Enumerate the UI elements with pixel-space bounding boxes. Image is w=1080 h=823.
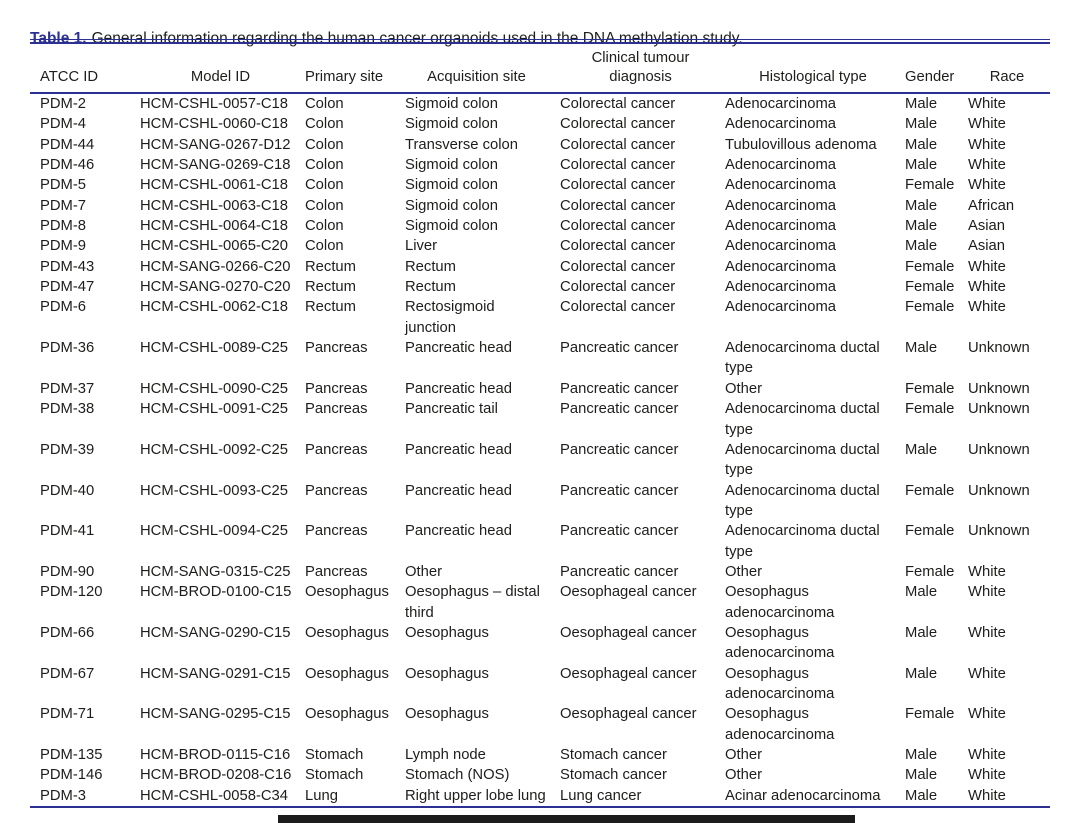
cell-model_id: HCM-CSHL-0065-C20 — [140, 238, 289, 255]
cell-clinical_tumour_diagnosis: Colorectal cancer — [560, 299, 676, 316]
cell-atcc_id: PDM-6 — [40, 299, 87, 316]
cell-histological_type: Oesophagus adenocarcinoma — [725, 706, 835, 743]
cell-gender: Male — [905, 624, 938, 641]
cell-clinical_tumour_diagnosis: Oesophageal cancer — [560, 584, 697, 601]
cell-race: Unknown — [968, 340, 1030, 357]
cell-race: White — [968, 767, 1006, 784]
cell-clinical_tumour_diagnosis: Pancreatic cancer — [560, 401, 679, 418]
cell-race: Unknown — [968, 380, 1030, 397]
table-row — [30, 379, 1050, 399]
cell-histological_type: Adenocarcinoma — [725, 157, 837, 174]
cell-race: White — [968, 299, 1006, 316]
cell-acquisition_site: Right upper lobe lung — [405, 787, 546, 804]
cell-clinical_tumour_diagnosis: Oesophageal cancer — [560, 706, 697, 723]
cell-race: White — [968, 584, 1006, 601]
table-caption-number: Table 1. — [30, 29, 87, 47]
cell-model_id: HCM-SANG-0290-C15 — [140, 624, 291, 641]
cell-clinical_tumour_diagnosis: Pancreatic cancer — [560, 482, 679, 499]
cell-gender: Female — [905, 482, 955, 499]
col-header-primary-site: Primary site — [305, 47, 405, 93]
cell-atcc_id: PDM-8 — [40, 218, 87, 235]
organoid-info-table — [30, 47, 1050, 808]
table-row — [30, 257, 1050, 277]
cell-primary_site: Oesophagus — [305, 706, 389, 723]
cell-histological_type: Oesophagus adenocarcinoma — [725, 584, 835, 621]
cell-histological_type: Adenocarcinoma — [725, 279, 837, 296]
cell-acquisition_site: Pancreatic head — [405, 482, 512, 499]
cell-primary_site: Stomach — [305, 767, 364, 784]
cell-primary_site: Rectum — [305, 299, 356, 316]
cell-gender: Male — [905, 767, 938, 784]
cell-model_id: HCM-CSHL-0063-C18 — [140, 197, 289, 214]
cell-acquisition_site: Oesophagus — [405, 624, 489, 641]
cell-race: Unknown — [968, 523, 1030, 540]
cell-race: White — [968, 624, 1006, 641]
cell-model_id: HCM-SANG-0291-C15 — [140, 665, 291, 682]
table-row — [30, 765, 1050, 785]
cell-race: Unknown — [968, 482, 1030, 499]
cell-atcc_id: PDM-90 — [40, 563, 95, 580]
cell-primary_site: Oesophagus — [305, 665, 389, 682]
cell-atcc_id: PDM-135 — [40, 747, 103, 763]
cell-primary_site: Pancreas — [305, 563, 368, 580]
cell-atcc_id: PDM-39 — [40, 441, 95, 458]
table-row — [30, 664, 1050, 705]
table-row — [30, 786, 1050, 807]
cell-model_id: HCM-CSHL-0058-C34 — [140, 787, 289, 804]
table-row — [30, 236, 1050, 256]
cell-clinical_tumour_diagnosis: Stomach cancer — [560, 767, 667, 784]
cell-primary_site: Pancreas — [305, 380, 368, 397]
cell-acquisition_site: Lymph node — [405, 747, 486, 763]
cell-clinical_tumour_diagnosis: Colorectal cancer — [560, 116, 676, 133]
cell-primary_site: Colon — [305, 177, 344, 194]
table-row — [30, 481, 1050, 522]
cell-gender: Female — [905, 177, 955, 194]
cell-acquisition_site: Sigmoid colon — [405, 177, 498, 194]
cell-atcc_id: PDM-41 — [40, 523, 95, 540]
cell-model_id: HCM-SANG-0266-C20 — [140, 258, 291, 275]
col-header-atcc-id: ATCC ID — [30, 47, 140, 93]
cell-acquisition_site: Pancreatic head — [405, 441, 512, 458]
cell-acquisition_site: Stomach (NOS) — [405, 767, 510, 784]
cell-clinical_tumour_diagnosis: Colorectal cancer — [560, 197, 676, 214]
cell-gender: Male — [905, 340, 938, 357]
cell-gender: Female — [905, 706, 955, 723]
cell-clinical_tumour_diagnosis: Colorectal cancer — [560, 96, 676, 112]
cell-atcc_id: PDM-67 — [40, 665, 95, 682]
cell-gender: Female — [905, 380, 955, 397]
cell-model_id: HCM-CSHL-0061-C18 — [140, 177, 289, 194]
cell-gender: Male — [905, 157, 938, 174]
cell-histological_type: Adenocarcinoma ductal type — [725, 441, 880, 479]
cell-race: White — [968, 96, 1006, 112]
table-row — [30, 399, 1050, 440]
cell-histological_type: Adenocarcinoma — [725, 238, 837, 255]
cell-race: White — [968, 563, 1006, 580]
cell-gender: Male — [905, 96, 938, 112]
cell-primary_site: Pancreas — [305, 482, 368, 499]
cell-race: Asian — [968, 238, 1006, 255]
cell-atcc_id: PDM-47 — [40, 279, 95, 296]
cell-primary_site: Colon — [305, 116, 344, 133]
cell-acquisition_site: Oesophagus – distal third — [405, 584, 540, 621]
cell-primary_site: Pancreas — [305, 523, 368, 540]
cell-race: White — [968, 177, 1006, 194]
cell-atcc_id: PDM-3 — [40, 787, 87, 804]
col-header-histological-type: Histological type — [725, 47, 905, 93]
cell-clinical_tumour_diagnosis: Colorectal cancer — [560, 218, 676, 235]
cell-primary_site: Oesophagus — [305, 584, 389, 601]
cell-atcc_id: PDM-2 — [40, 96, 87, 112]
cell-model_id: HCM-CSHL-0090-C25 — [140, 380, 289, 397]
cell-clinical_tumour_diagnosis: Colorectal cancer — [560, 157, 676, 174]
cell-acquisition_site: Sigmoid colon — [405, 157, 498, 174]
cell-primary_site: Oesophagus — [305, 624, 389, 641]
cell-primary_site: Colon — [305, 238, 344, 255]
cell-clinical_tumour_diagnosis: Colorectal cancer — [560, 258, 676, 275]
cell-atcc_id: PDM-7 — [40, 197, 87, 214]
cell-acquisition_site: Oesophagus — [405, 665, 489, 682]
cell-clinical_tumour_diagnosis: Pancreatic cancer — [560, 441, 679, 458]
cell-clinical_tumour_diagnosis: Oesophageal cancer — [560, 624, 697, 641]
table-row — [30, 277, 1050, 297]
cell-race: White — [968, 706, 1006, 723]
cell-gender: Female — [905, 401, 955, 418]
cell-primary_site: Stomach — [305, 747, 364, 763]
cell-histological_type: Other — [725, 767, 763, 784]
cell-model_id: HCM-BROD-0115-C16 — [140, 747, 291, 763]
cell-clinical_tumour_diagnosis: Pancreatic cancer — [560, 380, 679, 397]
cell-model_id: HCM-CSHL-0062-C18 — [140, 299, 289, 316]
table-row — [30, 216, 1050, 236]
cell-model_id: HCM-SANG-0269-C18 — [140, 157, 291, 174]
cell-histological_type: Adenocarcinoma — [725, 177, 837, 194]
cell-histological_type: Adenocarcinoma — [725, 258, 837, 275]
cell-histological_type: Other — [725, 563, 763, 580]
cell-histological_type: Adenocarcinoma — [725, 116, 837, 133]
cell-race: White — [968, 136, 1006, 153]
cell-primary_site: Pancreas — [305, 441, 368, 458]
cell-model_id: HCM-SANG-0267-D12 — [140, 136, 291, 153]
cell-acquisition_site: Pancreatic head — [405, 523, 512, 540]
col-header-clinical-tumour-diagnosis: Clinical tumour diagnosis — [560, 47, 725, 93]
cell-clinical_tumour_diagnosis: Pancreatic cancer — [560, 340, 679, 357]
cell-primary_site: Colon — [305, 218, 344, 235]
cell-model_id: HCM-CSHL-0092-C25 — [140, 441, 289, 458]
cell-race: White — [968, 665, 1006, 682]
cell-acquisition_site: Pancreatic head — [405, 380, 512, 397]
cell-atcc_id: PDM-146 — [40, 767, 103, 784]
cell-clinical_tumour_diagnosis: Colorectal cancer — [560, 238, 676, 255]
table-body — [30, 93, 1050, 807]
cell-atcc_id: PDM-120 — [40, 584, 103, 601]
cell-race: Unknown — [968, 441, 1030, 458]
cell-model_id: HCM-BROD-0208-C16 — [140, 767, 292, 784]
cell-race: White — [968, 258, 1006, 275]
col-header-race: Race — [968, 47, 1050, 93]
table-row — [30, 623, 1050, 664]
cell-gender: Male — [905, 665, 938, 682]
cropped-element-edge — [278, 815, 855, 823]
cell-gender: Male — [905, 584, 938, 601]
cell-model_id: HCM-CSHL-0089-C25 — [140, 340, 289, 357]
cell-clinical_tumour_diagnosis: Stomach cancer — [560, 747, 667, 763]
cell-histological_type: Adenocarcinoma ductal type — [725, 340, 880, 377]
cell-gender: Male — [905, 218, 938, 235]
cell-gender: Male — [905, 116, 938, 133]
table-row — [30, 521, 1050, 562]
table-row — [30, 93, 1050, 114]
cell-primary_site: Pancreas — [305, 401, 368, 418]
cell-clinical_tumour_diagnosis: Pancreatic cancer — [560, 523, 679, 540]
cell-atcc_id: PDM-4 — [40, 116, 87, 133]
table-row — [30, 582, 1050, 623]
cell-atcc_id: PDM-71 — [40, 706, 95, 723]
cell-primary_site: Colon — [305, 197, 344, 214]
cell-clinical_tumour_diagnosis: Colorectal cancer — [560, 177, 676, 194]
cell-race: Unknown — [968, 401, 1030, 418]
cell-histological_type: Oesophagus adenocarcinoma — [725, 624, 835, 662]
cell-clinical_tumour_diagnosis: Lung cancer — [560, 787, 642, 804]
cell-model_id: HCM-CSHL-0091-C25 — [140, 401, 289, 418]
cell-race: White — [968, 157, 1006, 174]
cell-acquisition_site: Liver — [405, 238, 438, 255]
cell-atcc_id: PDM-43 — [40, 258, 95, 275]
cell-acquisition_site: Sigmoid colon — [405, 96, 498, 112]
cell-model_id: HCM-SANG-0315-C25 — [140, 563, 291, 580]
table-caption-text: General information regarding the human cancer organoids used in the DNA methylation study. — [91, 29, 743, 47]
table-row — [30, 562, 1050, 582]
cell-acquisition_site: Rectum — [405, 279, 456, 296]
cell-model_id: HCM-CSHL-0094-C25 — [140, 523, 289, 540]
cell-gender: Male — [905, 747, 938, 763]
cell-gender: Female — [905, 563, 955, 580]
cell-histological_type: Adenocarcinoma ductal type — [725, 401, 880, 438]
cell-acquisition_site: Pancreatic head — [405, 340, 512, 357]
cell-histological_type: Adenocarcinoma — [725, 197, 837, 214]
cell-clinical_tumour_diagnosis: Pancreatic cancer — [560, 563, 679, 580]
cell-gender: Female — [905, 279, 955, 296]
cell-model_id: HCM-BROD-0100-C15 — [140, 584, 292, 601]
cell-histological_type: Oesophagus adenocarcinoma — [725, 665, 835, 702]
cell-clinical_tumour_diagnosis: Colorectal cancer — [560, 279, 676, 296]
cell-atcc_id: PDM-36 — [40, 340, 95, 357]
table-row — [30, 440, 1050, 481]
cell-model_id: HCM-CSHL-0057-C18 — [140, 96, 289, 112]
cell-acquisition_site: Pancreatic tail — [405, 401, 498, 418]
cell-primary_site: Rectum — [305, 258, 356, 275]
col-header-acquisition-site: Acquisition site — [405, 47, 560, 93]
cell-atcc_id: PDM-5 — [40, 177, 87, 194]
cell-gender: Female — [905, 299, 955, 316]
cell-primary_site: Colon — [305, 136, 344, 153]
cell-acquisition_site: Oesophagus — [405, 706, 489, 723]
cell-race: White — [968, 116, 1006, 133]
cell-primary_site: Colon — [305, 157, 344, 174]
cell-model_id: HCM-SANG-0270-C20 — [140, 279, 291, 296]
table-row — [30, 297, 1050, 338]
cell-atcc_id: PDM-46 — [40, 157, 95, 174]
cell-atcc_id: PDM-66 — [40, 624, 95, 641]
cell-acquisition_site: Sigmoid colon — [405, 116, 498, 133]
cell-race: White — [968, 747, 1006, 763]
cell-acquisition_site: Sigmoid colon — [405, 218, 498, 235]
cell-gender: Male — [905, 787, 938, 804]
table-row — [30, 175, 1050, 195]
table-top-rule — [30, 39, 1050, 44]
cell-atcc_id: PDM-38 — [40, 401, 95, 418]
table-row — [30, 745, 1050, 765]
cell-atcc_id: PDM-40 — [40, 482, 95, 499]
cell-histological_type: Adenocarcinoma — [725, 299, 837, 316]
cell-histological_type: Other — [725, 380, 763, 397]
table-row — [30, 114, 1050, 134]
cell-acquisition_site: Rectum — [405, 258, 456, 275]
cell-gender: Male — [905, 136, 938, 153]
table-header — [30, 47, 1050, 93]
col-header-model-id: Model ID — [140, 47, 305, 93]
cell-acquisition_site: Rectosigmoid junction — [405, 299, 495, 336]
table-row — [30, 704, 1050, 745]
cell-primary_site: Rectum — [305, 279, 356, 296]
table-row — [30, 135, 1050, 155]
cell-clinical_tumour_diagnosis: Colorectal cancer — [560, 136, 676, 153]
cell-histological_type: Tubulovillous adenoma — [725, 136, 877, 153]
cell-acquisition_site: Transverse colon — [405, 136, 518, 153]
cell-acquisition_site: Other — [405, 563, 443, 580]
cell-histological_type: Adenocarcinoma — [725, 218, 837, 235]
cell-clinical_tumour_diagnosis: Oesophageal cancer — [560, 665, 697, 682]
cell-histological_type: Adenocarcinoma — [725, 96, 837, 112]
cell-histological_type: Adenocarcinoma ductal type — [725, 482, 880, 519]
cell-primary_site: Colon — [305, 96, 344, 112]
cell-race: African — [968, 197, 1015, 214]
cell-model_id: HCM-CSHL-0064-C18 — [140, 218, 289, 235]
cell-model_id: HCM-CSHL-0060-C18 — [140, 116, 289, 133]
cell-primary_site: Lung — [305, 787, 338, 804]
cell-gender: Male — [905, 197, 938, 214]
cell-atcc_id: PDM-44 — [40, 136, 95, 153]
cell-acquisition_site: Sigmoid colon — [405, 197, 498, 214]
cell-atcc_id: PDM-9 — [40, 238, 87, 255]
col-header-gender: Gender — [905, 47, 968, 93]
cell-gender: Female — [905, 523, 955, 540]
cell-gender: Male — [905, 238, 938, 255]
cell-primary_site: Pancreas — [305, 340, 368, 357]
cell-gender: Female — [905, 258, 955, 275]
cell-histological_type: Other — [725, 747, 763, 763]
cell-model_id: HCM-SANG-0295-C15 — [140, 706, 291, 723]
cell-histological_type: Adenocarcinoma ductal type — [725, 523, 880, 560]
cell-race: White — [968, 279, 1006, 296]
cell-model_id: HCM-CSHL-0093-C25 — [140, 482, 289, 499]
cell-atcc_id: PDM-37 — [40, 380, 95, 397]
table-row — [30, 155, 1050, 175]
table-row — [30, 196, 1050, 216]
cell-race: Asian — [968, 218, 1006, 235]
table-row — [30, 338, 1050, 379]
cell-gender: Male — [905, 441, 938, 458]
cell-histological_type: Acinar adenocarcinoma — [725, 787, 881, 804]
cell-race: White — [968, 787, 1006, 804]
